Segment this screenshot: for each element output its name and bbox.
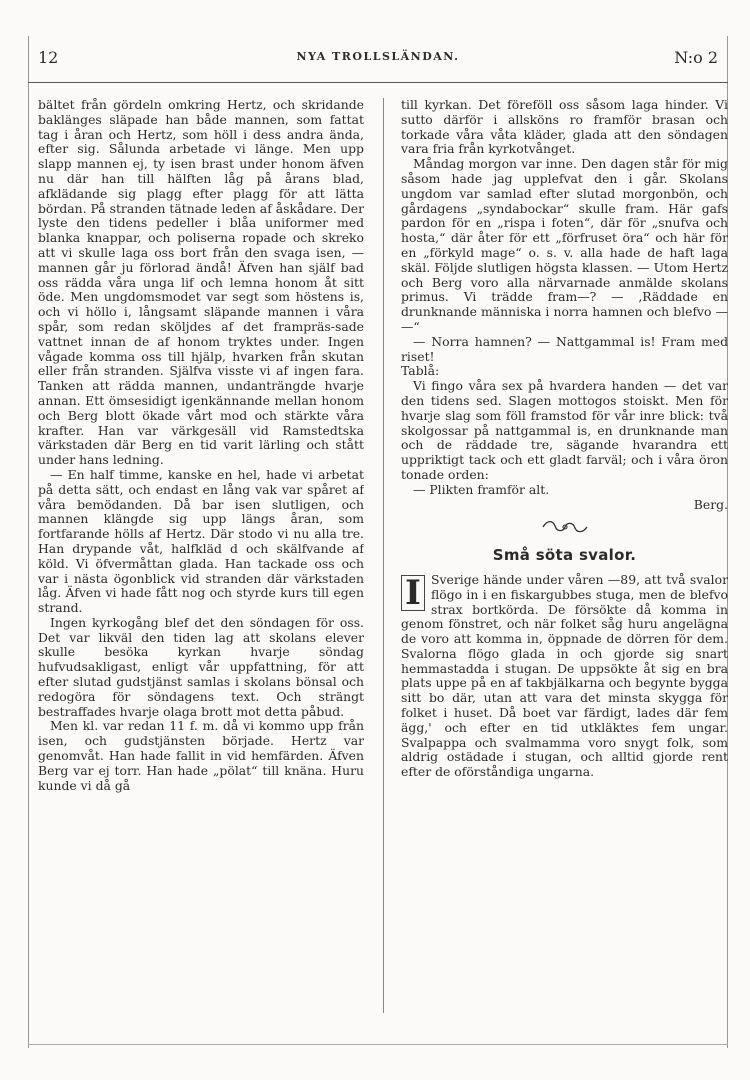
left-paragraph-3: Ingen kyrkogång blef det den söndagen för oss. Det var likväl den tiden lag att skolans elever skulle besöka kyrkan hvarje söndag hufvudsakligast, enligt vår uppfattning, för att efter slutad gudstjänst samlas i skolans bönsal och redogöra för söndagens text. Och strängt bestraffades hvarje olaga brott mot detta påbud. — [38, 614, 364, 719]
left-paragraph-2: — En half timme, kanske en hel, hade vi arbetat på detta sätt, och endast en lång vak var spåret af våra bemödanden. Då bar isen slutligen, och mannen klängde sig upp längs åran, som fortfarande hölls af Hertz. Där stodo vi nu alla tre. Han drypande våt, halfkläd d och skälfvande af köld. Vi öfvermåttan glada. Han tackade oss och var i nästa ögonblick vid stranden där värkstaden låg. Äfven vi hade fått nog och styrde kurs till egen strand. — [38, 466, 364, 616]
left-paragraph-1: bältet från gördeln omkring Hertz, och skridande baklänges släpade han både mannen, som fattat tag i åran och Hertz, som höll i dess andra ända, efter sig. Sålunda arbetade vi länge. Men upp slapp mannen ej, ty isen brast under honom äfven nu där han till hälften låg på årans blad, afklädande sig plagg efter plagg för att lätta bördan. På stranden tätnade leden af åskådare. Der lyste den tidens pedeller i blåa uniformer med blanka knappar, och poliserna ropade och skreko att vi skulle laga oss bort från den svaga isen, — mannen går ju förlorad ändå! Äfven han själf bad oss rädda våra unga lif och lemna honom åt sitt öde. Men ungdomsmodet var segt som höstens is, och vi höllo i, långsamt släpande mannen i våra spår, som redan sköljdes af det frampräs-sade vattnet innan de af honom tryktes under. Ingen vågade komma oss till hjälp, hvarken från skutan eller från stranden. Själfva visste vi af ingen fara. Tanken att rädda mannen, undanträngde hvarje annan. Ett ömsesidigt igenkännande mellan honom och Berg blott ökade vårt mod och stärkte våra krafter. Han var värkgesäll vid Ramstedtska värkstaden där Berg en tid varit lärling och stått under hans ledning. — [38, 98, 364, 468]
flourish-icon — [539, 518, 591, 536]
column-divider — [383, 98, 384, 1013]
left-column — [38, 98, 364, 1023]
left-page-border — [28, 36, 29, 1048]
page-header — [28, 36, 728, 86]
right-paragraph-2: Måndag morgon var inne. Den dagen står för mig såsom hade jag upplefvat den i går. Skolans ungdom var samlad efter slutad morgonbön, och gårdagens „syndabockar“ skulle fram. Här gafs pardon för en „rispa i foten“, där för „snufva och hosta,“ där åter för ett „förfruset öra“ och här för en „förkyld mage“ o. s. v. alla hade de haft laga skäl. Följde slutligen högsta klassen. — Utom Hertz och Berg voro alla närvarnade anmälde skolans primus. Vi trädde fram—? — ,Räddade en drunknande människa i norra hamnen och blefvo — —“ — [401, 156, 728, 334]
issue-number: N:o 2 — [674, 48, 718, 67]
section-ornament — [401, 518, 728, 540]
author-signature: Berg. — [693, 496, 728, 512]
article-text: Sverige hände under våren —89, att två svalor flögo in i en fiskargubbes stuga, men de blefvo strax bortkörda. De försökte då komma in genom fönstret, och när folket såg huru angelägna de voro att komma in, öppnade de dörren för dem. Svalorna flögo glada in och gjorde sig snart hemmastadda i stugan. De uppsökte åt sig en bra plats uppe på en af takbjälkarna och begynte bygga sitt bo där, utan att vara det minsta skygga för folket i huset. Då boet var färdigt, lades där fem ägg,' och efter en tid utkläktes fem ungar. Svalpappa och svalmamma voro snygt folk, som aldrig ostädade i stugan, och alltid gjorde rent efter de oförståndiga ungarna. — [401, 571, 728, 780]
left-paragraph-4: Men kl. var redan 11 f. m. då vi kommo upp från isen, och gudstjänsten började. Hertz var genomvåt. Han hade fallit in vid hemfärden. Äfven Berg var ej torr. Han hade „pölat“ till knäna. Huru kunde vi då gå — [38, 718, 364, 793]
right-paragraph-1: till kyrkan. Det föreföll oss såsom laga hinder. Vi sutto därför i allsköns ro framför brasan och torkade våra våta kläder, glada att den söndagen vara fria från kyrkotvånget. — [401, 98, 728, 157]
right-paragraph-5: Vi fingo våra sex på hvardera handen — det var den tidens sed. Slagen mottogos stoiskt. Men för hvarje slag som föll framstod för vår inre blick: två skolgossar på nattgammal is, en drunknande man och de räddade tre, sägande hvarandra ett uppriktigt tack och ett gladt farväl; och i våra öron tonade orden: — [401, 378, 728, 482]
running-title: NYA TROLLSLÄNDAN. — [296, 50, 460, 63]
page-number: 12 — [38, 48, 59, 67]
article-body — [401, 573, 728, 780]
drop-cap: I — [401, 575, 425, 611]
right-column — [401, 98, 728, 1023]
article-title: Små söta svalor. — [492, 546, 637, 565]
right-paragraph-6: — Plikten framför alt. — [413, 481, 550, 497]
right-paragraph-3: — Norra hamnen? — Nattgammal is! Fram med riset! — [401, 333, 728, 364]
bottom-rule — [28, 1044, 728, 1045]
right-paragraph-4: Tablå: — [401, 363, 440, 379]
newspaper-page — [28, 36, 728, 1048]
header-rule — [28, 82, 728, 83]
